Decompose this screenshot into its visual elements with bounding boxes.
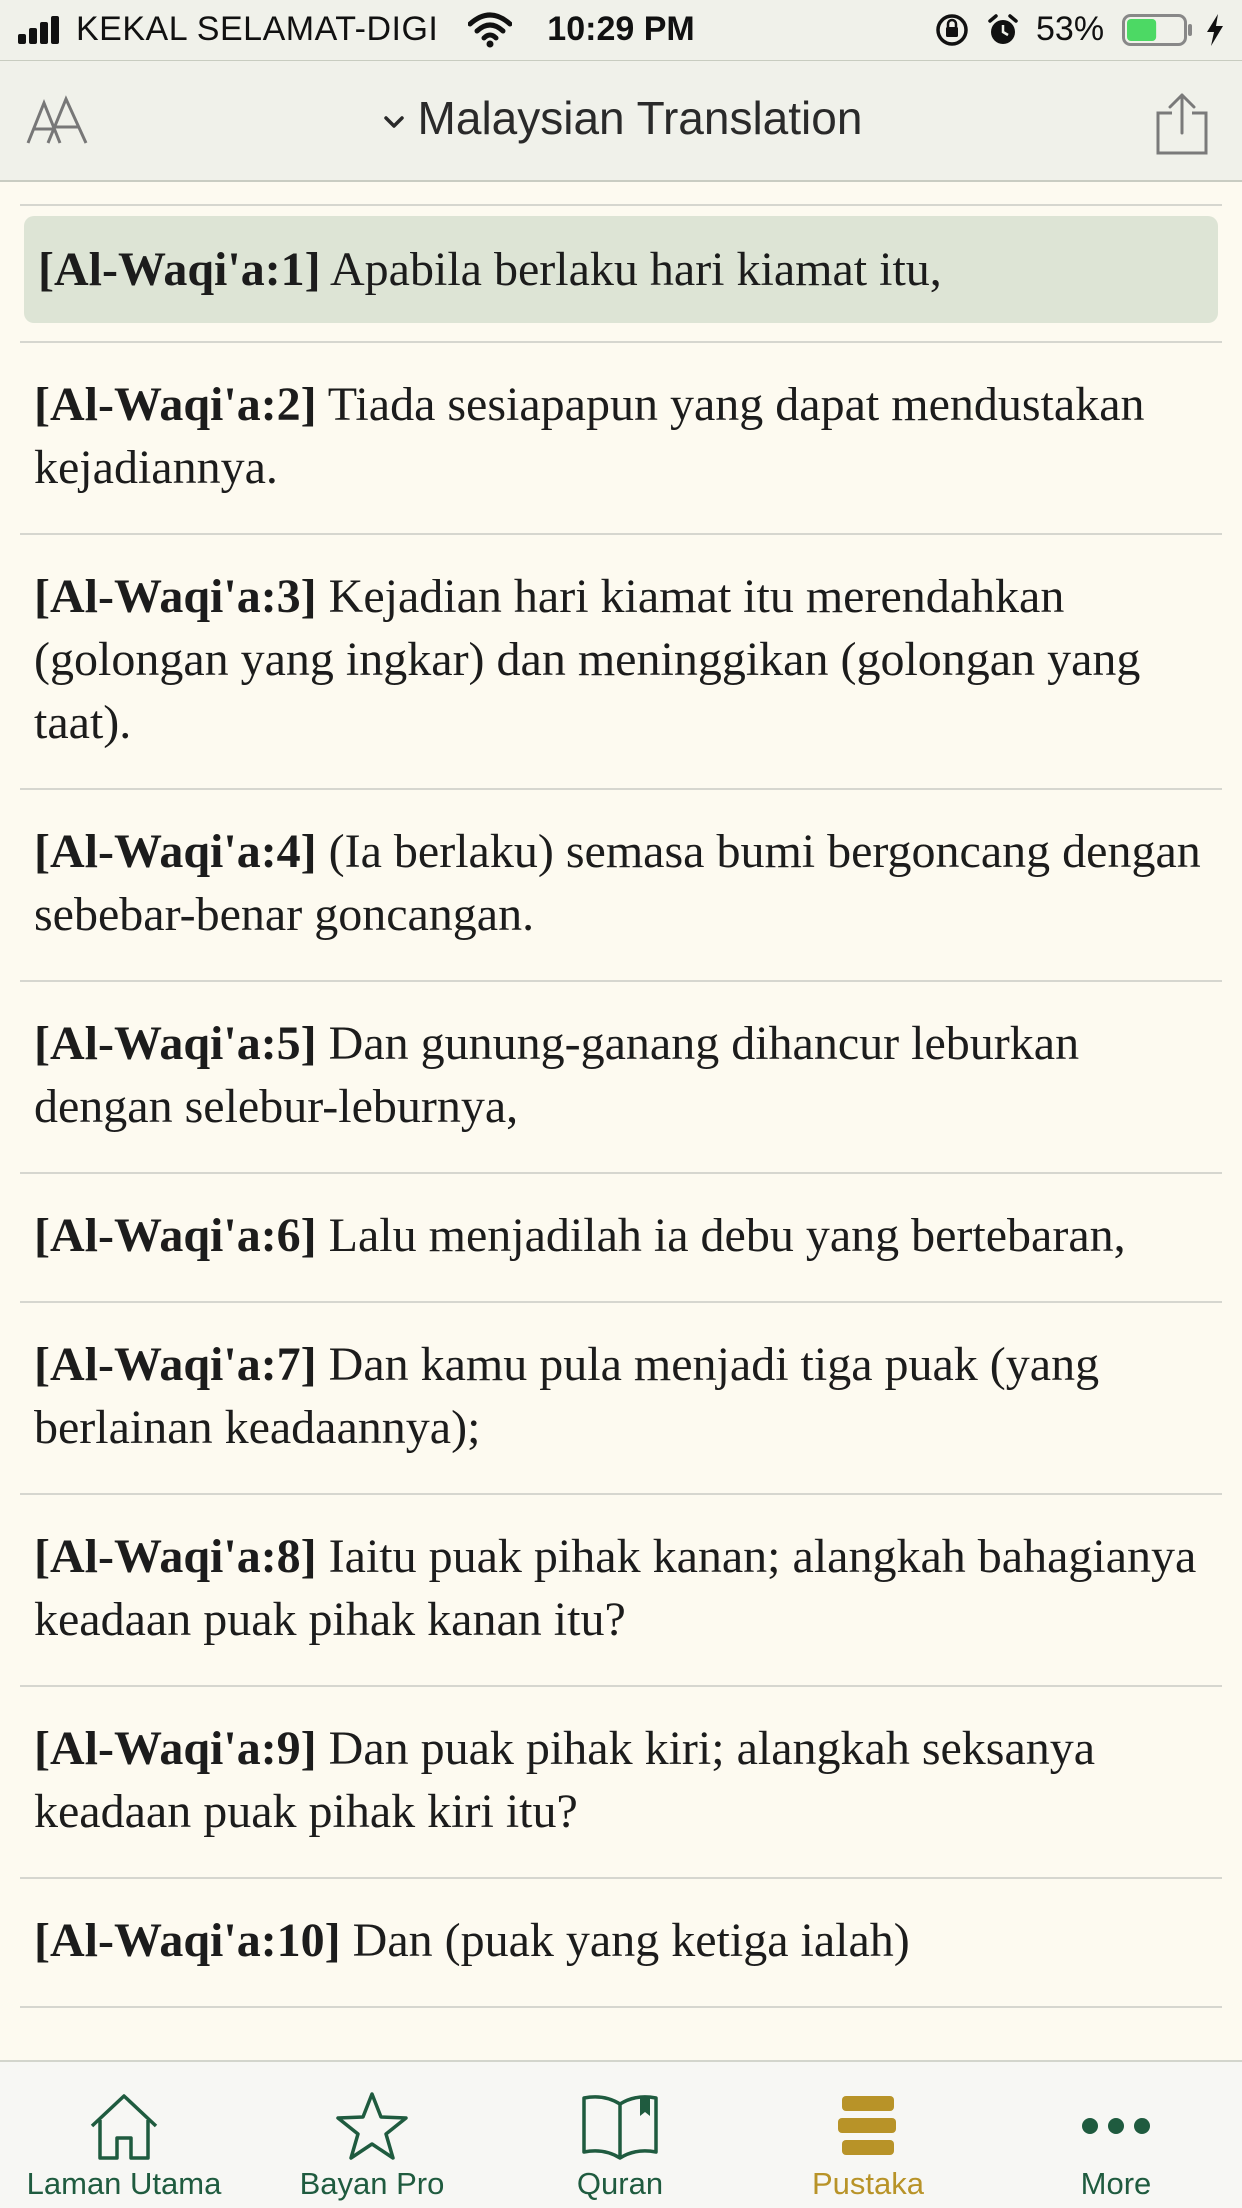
verse-text: Iaitu puak pihak kanan; alangkah bahagianya keadaan puak pihak kanan itu? — [34, 1530, 1197, 1646]
tab-more[interactable] — [992, 2062, 1240, 2208]
verse-text: Lalu menjadilah ia debu yang bertebaran, — [316, 1209, 1126, 1262]
battery-percent: 53% — [1036, 10, 1105, 48]
chevron-down-icon — [380, 108, 408, 136]
tab-label: More — [1080, 2166, 1152, 2201]
verse-reference: [Al-Waqi'a:2] — [34, 378, 317, 431]
verse-item[interactable] — [20, 1303, 1222, 1495]
verse-reference: [Al-Waqi'a:8] — [34, 1530, 317, 1583]
verse-item[interactable] — [24, 216, 1218, 323]
share-icon[interactable] — [1152, 91, 1212, 157]
tab-bayan-pro[interactable] — [248, 2062, 496, 2208]
verse-list — [0, 216, 1242, 2008]
tab-laman-utama[interactable] — [0, 2062, 248, 2208]
verse-text: Tiada sesiapapun yang dapat mendustakan kejadiannya. — [34, 378, 1145, 494]
tab-pustaka[interactable] — [744, 2062, 992, 2208]
tab-quran[interactable] — [496, 2062, 744, 2208]
verse-reference: [Al-Waqi'a:1] — [38, 243, 321, 296]
page-title: Malaysian Translation — [417, 92, 863, 144]
verse-text: Dan gunung-ganang dihancur leburkan dengan selebur-leburnya, — [34, 1017, 1080, 1133]
verse-item[interactable] — [20, 341, 1222, 535]
home-icon — [84, 2090, 164, 2162]
alarm-icon — [985, 12, 1021, 48]
verse-item[interactable] — [20, 790, 1222, 982]
tab-label: Quran — [576, 2166, 664, 2201]
verse-text: Dan puak pihak kiri; alangkah seksanya keadaan puak pihak kiri itu? — [34, 1722, 1096, 1838]
battery-icon — [1122, 14, 1194, 46]
tab-label: Pustaka — [811, 2166, 924, 2201]
verse-text: Dan kamu pula menjadi tiga puak (yang berlainan keadaannya); — [34, 1338, 1100, 1454]
carrier-name: KEKAL SELAMAT-DIGI — [76, 10, 439, 48]
book-icon — [580, 2090, 660, 2162]
verse-item[interactable] — [20, 1879, 1222, 2008]
verse-reference: [Al-Waqi'a:7] — [34, 1338, 317, 1391]
clock: 10:29 PM — [547, 10, 695, 48]
verse-reference: [Al-Waqi'a:6] — [34, 1209, 317, 1262]
verse-reference: [Al-Waqi'a:4] — [34, 825, 317, 878]
rotation-lock-icon — [934, 12, 970, 48]
verse-text: Apabila berlaku hari kiamat itu, — [320, 243, 942, 296]
verse-text: Kejadian hari kiamat itu merendahkan (golongan yang ingkar) dan meninggikan (golongan yang taat). — [34, 570, 1141, 749]
more-dots-icon — [1076, 2090, 1156, 2162]
verse-reference: [Al-Waqi'a:10] — [34, 1914, 341, 1967]
tab-label: Laman Utama — [26, 2166, 222, 2201]
verse-item[interactable] — [20, 1687, 1222, 1879]
verse-reference: [Al-Waqi'a:5] — [34, 1017, 317, 1070]
navigation-bar — [0, 60, 1242, 182]
verse-item[interactable] — [20, 1495, 1222, 1687]
charging-icon — [1204, 12, 1226, 48]
translation-selector[interactable] — [0, 91, 1242, 145]
verse-text: (Ia berlaku) semasa bumi bergoncang dengan sebebar-benar goncangan. — [34, 825, 1201, 941]
status-bar — [0, 0, 1242, 60]
verse-item[interactable] — [20, 1174, 1222, 1303]
tab-bar — [0, 2060, 1242, 2208]
star-icon — [332, 2090, 412, 2162]
tab-label: Bayan Pro — [299, 2166, 445, 2201]
verse-scroll-area[interactable] — [0, 182, 1242, 2060]
verse-item[interactable] — [20, 535, 1222, 790]
verse-reference: [Al-Waqi'a:3] — [34, 570, 317, 623]
verse-text: Dan (puak yang ketiga ialah) — [340, 1914, 910, 1967]
divider — [20, 204, 1222, 206]
library-icon — [828, 2090, 908, 2162]
verse-item[interactable] — [20, 982, 1222, 1174]
verse-reference: [Al-Waqi'a:9] — [34, 1722, 317, 1775]
